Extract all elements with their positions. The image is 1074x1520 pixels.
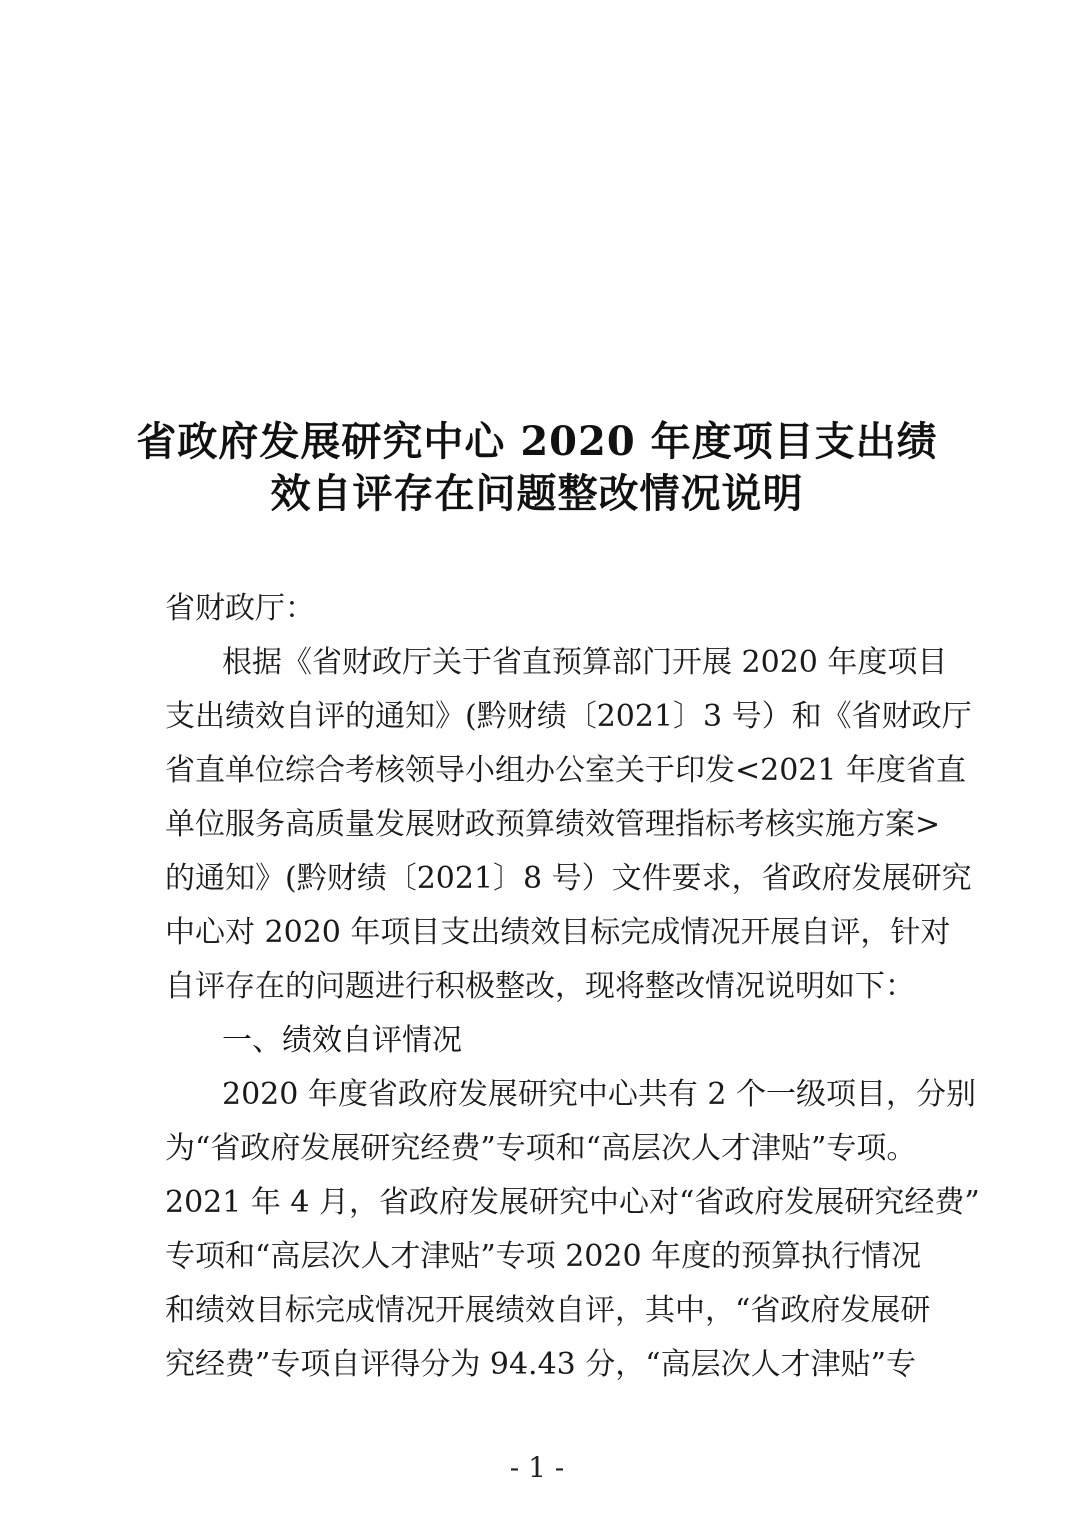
paragraph-1-line-3: 省直单位综合考核领导小组办公室关于印发<2021 年度省直 — [165, 753, 967, 788]
paragraph-1-line-4: 单位服务高质量发展财政预算绩效管理指标考核实施方案> — [165, 807, 941, 842]
document-title-line-2: 效自评存在问题整改情况说明 — [270, 470, 804, 517]
section-heading-1: 一、绩效自评情况 — [222, 1023, 462, 1058]
paragraph-1-line-7: 自评存在的问题进行积极整改，现将整改情况说明如下： — [165, 969, 915, 1004]
document-title-line-1: 省政府发展研究中心 2020 年度项目支出绩 — [136, 418, 938, 465]
paragraph-2-line-1: 2020 年度省政府发展研究中心共有 2 个一级项目，分别 — [222, 1077, 977, 1112]
paragraph-2-line-6: 究经费”专项自评得分为 94.43 分，“高层次人才津贴”专 — [165, 1347, 916, 1382]
paragraph-1-line-6: 中心对 2020 年项目支出绩效目标完成情况开展自评，针对 — [165, 915, 951, 950]
salutation: 省财政厅： — [165, 591, 315, 626]
page-number: - 1 - — [509, 1451, 565, 1484]
paragraph-1-line-1: 根据《省财政厅关于省直预算部门开展 2020 年度项目 — [222, 645, 948, 680]
paragraph-2-line-2: 为“省政府发展研究经费”专项和“高层次人才津贴”专项。 — [165, 1131, 917, 1166]
paragraph-2-line-4: 专项和“高层次人才津贴”专项 2020 年度的预算执行情况 — [165, 1239, 922, 1274]
paragraph-1-line-2: 支出绩效自评的通知》(黔财绩〔2021〕3 号）和《省财政厅 — [165, 699, 972, 734]
paragraph-1-line-5: 的通知》(黔财绩〔2021〕8 号）文件要求，省政府发展研究 — [165, 861, 972, 896]
paragraph-2-line-3: 2021 年 4 月，省政府发展研究中心对“省政府发展研究经费” — [165, 1185, 980, 1220]
paragraph-2-line-5: 和绩效目标完成情况开展绩效自评，其中，“省政府发展研 — [165, 1293, 931, 1328]
